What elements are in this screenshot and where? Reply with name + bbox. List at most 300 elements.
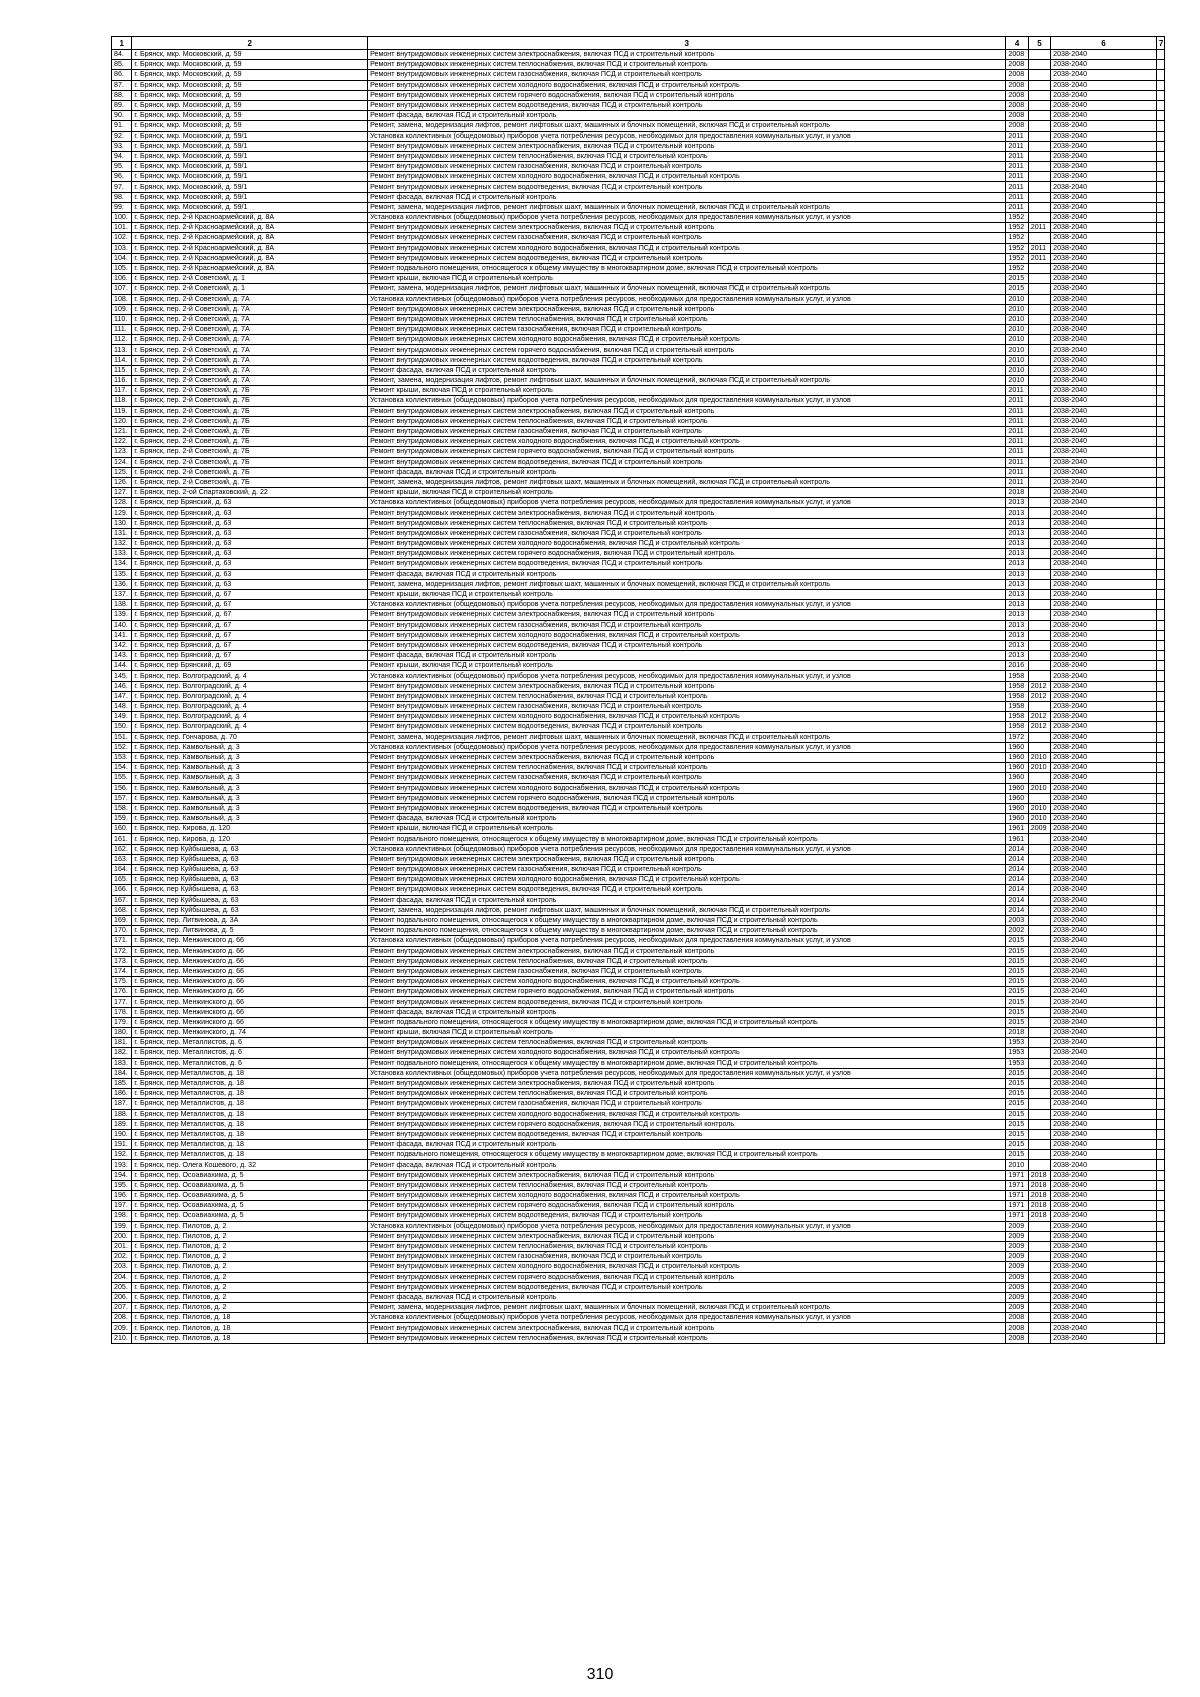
row-number-cell: 128. [112,498,132,508]
row-number-cell: 110. [112,314,132,324]
table-row [112,325,1165,335]
address-cell: г. Брянск, пер Металлистов, д. 18 [132,1099,368,1109]
table-row [112,192,1165,202]
last-repair-year-cell [1028,640,1050,650]
planned-period-cell: 2038-2040 [1051,834,1157,844]
table-row [112,1282,1165,1292]
work-type-cell: Ремонт внутридомовых инженерных систем холодного водоснабжения, включая ПСД и строительный контроль [368,875,1006,885]
work-type-cell: Ремонт внутридомовых инженерных систем газоснабжения, включая ПСД и строительный контроль [368,325,1006,335]
row-number-cell: 179. [112,1017,132,1027]
extra-cell [1156,559,1164,569]
address-cell: г. Брянск, пер Металлистов, д. 18 [132,1078,368,1088]
extra-cell [1156,905,1164,915]
planned-period-cell: 2038-2040 [1051,141,1157,151]
year-built-cell: 2013 [1006,539,1028,549]
row-number-cell: 148. [112,702,132,712]
last-repair-year-cell [1028,732,1050,742]
row-number-cell: 149. [112,712,132,722]
row-number-cell: 117. [112,386,132,396]
year-built-cell: 2015 [1006,966,1028,976]
planned-period-cell: 2038-2040 [1051,1140,1157,1150]
planned-period-cell: 2038-2040 [1051,1099,1157,1109]
extra-cell [1156,1058,1164,1068]
table-row [112,498,1165,508]
planned-period-cell: 2038-2040 [1051,875,1157,885]
extra-cell [1156,620,1164,630]
year-built-cell: 2014 [1006,865,1028,875]
table-row [112,936,1165,946]
row-number-cell: 87. [112,80,132,90]
last-repair-year-cell [1028,1221,1050,1231]
extra-cell [1156,437,1164,447]
work-type-cell: Установка коллективных (общедомовых) приборов учета потребления ресурсов, необходимых для предоставления коммунальных услуг, и узлов [368,1221,1006,1231]
row-number-cell: 84. [112,50,132,60]
planned-period-cell: 2038-2040 [1051,742,1157,752]
table-row [112,172,1165,182]
planned-period-cell: 2038-2040 [1051,956,1157,966]
row-number-cell: 180. [112,1028,132,1038]
table-row [112,426,1165,436]
address-cell: г. Брянск, мкр. Московский, д. 59 [132,50,368,60]
extra-cell [1156,640,1164,650]
extra-cell [1156,895,1164,905]
row-number-cell: 190. [112,1129,132,1139]
work-type-cell: Ремонт внутридомовых инженерных систем горячего водоснабжения, включая ПСД и строительный контроль [368,549,1006,559]
table-row [112,1058,1165,1068]
work-type-cell: Ремонт внутридомовых инженерных систем горячего водоснабжения, включая ПСД и строительный контроль [368,345,1006,355]
year-built-cell: 2013 [1006,549,1028,559]
work-type-cell: Ремонт фасада, включая ПСД и строительный контроль [368,365,1006,375]
row-number-cell: 175. [112,977,132,987]
last-repair-year-cell [1028,895,1050,905]
row-number-cell: 205. [112,1282,132,1292]
row-number-cell: 107. [112,284,132,294]
planned-period-cell: 2038-2040 [1051,1028,1157,1038]
row-number-cell: 210. [112,1333,132,1343]
work-type-cell: Ремонт, замена, модернизация лифтов, ремонт лифтовых шахт, машинных и блочных помещений, включая ПСД и строительный контроль [368,1303,1006,1313]
table-row [112,518,1165,528]
table-row [112,70,1165,80]
planned-period-cell: 2038-2040 [1051,376,1157,386]
address-cell: г. Брянск, пер. Пилотов, д. 18 [132,1323,368,1333]
table-row [112,1038,1165,1048]
year-built-cell: 2008 [1006,100,1028,110]
table-row [112,651,1165,661]
extra-cell [1156,600,1164,610]
work-type-cell: Ремонт внутридомовых инженерных систем холодного водоснабжения, включая ПСД и строительный контроль [368,977,1006,987]
year-built-cell: 2011 [1006,162,1028,172]
work-type-cell: Ремонт подвального помещения, относящегося к общему имуществу в многоквартирном доме, включая ПСД и строительный контроль [368,915,1006,925]
extra-cell [1156,671,1164,681]
table-row [112,1241,1165,1251]
table-row [112,1068,1165,1078]
address-cell: г. Брянск, мкр. Московский, д. 59 [132,60,368,70]
address-cell: г. Брянск, пер. Пилотов, д. 2 [132,1303,368,1313]
address-cell: г. Брянск, мкр. Московский, д. 59/1 [132,192,368,202]
extra-cell [1156,1170,1164,1180]
extra-cell [1156,1160,1164,1170]
planned-period-cell: 2038-2040 [1051,202,1157,212]
header-cell: 4 [1006,37,1028,50]
last-repair-year-cell: 2012 [1028,722,1050,732]
planned-period-cell: 2038-2040 [1051,1058,1157,1068]
table-row [112,1078,1165,1088]
extra-cell [1156,1078,1164,1088]
address-cell: г. Брянск, пер Брянский, д. 67 [132,651,368,661]
extra-cell [1156,274,1164,284]
extra-cell [1156,111,1164,121]
planned-period-cell: 2038-2040 [1051,1109,1157,1119]
table-row [112,722,1165,732]
work-type-cell: Ремонт внутридомовых инженерных систем холодного водоснабжения, включая ПСД и строительный контроль [368,1262,1006,1272]
year-built-cell: 2010 [1006,304,1028,314]
planned-period-cell: 2038-2040 [1051,620,1157,630]
address-cell: г. Брянск, пер Металлистов, д. 18 [132,1119,368,1129]
last-repair-year-cell [1028,956,1050,966]
table-row [112,569,1165,579]
last-repair-year-cell [1028,1140,1050,1150]
extra-cell [1156,946,1164,956]
row-number-cell: 161. [112,834,132,844]
extra-cell [1156,1129,1164,1139]
table-row [112,304,1165,314]
work-type-cell: Ремонт подвального помещения, относящегося к общему имуществу в многоквартирном доме, включая ПСД и строительный контроль [368,926,1006,936]
work-type-cell: Ремонт внутридомовых инженерных систем холодного водоснабжения, включая ПСД и строительный контроль [368,712,1006,722]
work-type-cell: Ремонт внутридомовых инженерных систем холодного водоснабжения, включая ПСД и строительный контроль [368,437,1006,447]
planned-period-cell: 2038-2040 [1051,1252,1157,1262]
row-number-cell: 206. [112,1292,132,1302]
work-type-cell: Ремонт внутридомовых инженерных систем теплоснабжения, включая ПСД и строительный контроль [368,1038,1006,1048]
row-number-cell: 166. [112,885,132,895]
address-cell: г. Брянск, мкр. Московский, д. 59 [132,111,368,121]
address-cell: г. Брянск, пер. 2-й Советский, д. 1 [132,274,368,284]
extra-cell [1156,977,1164,987]
row-number-cell: 176. [112,987,132,997]
year-built-cell: 1952 [1006,223,1028,233]
last-repair-year-cell [1028,610,1050,620]
extra-cell [1156,793,1164,803]
extra-cell [1156,406,1164,416]
table-row [112,539,1165,549]
last-repair-year-cell [1028,905,1050,915]
address-cell: г. Брянск, пер. 2-й Советский, д. 7А [132,325,368,335]
extra-cell [1156,691,1164,701]
row-number-cell: 202. [112,1252,132,1262]
year-built-cell: 2011 [1006,131,1028,141]
last-repair-year-cell: 2011 [1028,243,1050,253]
table-row [112,488,1165,498]
last-repair-year-cell [1028,549,1050,559]
address-cell: г. Брянск, пер. Осоавиахима, д. 5 [132,1191,368,1201]
extra-cell [1156,314,1164,324]
table-row [112,386,1165,396]
address-cell: г. Брянск, пер Брянский, д. 67 [132,589,368,599]
planned-period-cell: 2038-2040 [1051,915,1157,925]
last-repair-year-cell [1028,386,1050,396]
row-number-cell: 155. [112,773,132,783]
year-built-cell: 2013 [1006,630,1028,640]
last-repair-year-cell: 2011 [1028,253,1050,263]
extra-cell [1156,997,1164,1007]
year-built-cell: 1971 [1006,1211,1028,1221]
extra-cell [1156,875,1164,885]
extra-cell [1156,100,1164,110]
address-cell: г. Брянск, пер. Менжинского д. 66 [132,956,368,966]
table-row [112,457,1165,467]
year-built-cell: 2015 [1006,1109,1028,1119]
last-repair-year-cell [1028,355,1050,365]
work-type-cell: Ремонт внутридомовых инженерных систем газоснабжения, включая ПСД и строительный контроль [368,1252,1006,1262]
work-type-cell: Ремонт фасада, включая ПСД и строительный контроль [368,1140,1006,1150]
table-row [112,712,1165,722]
header-cell: 5 [1028,37,1050,50]
planned-period-cell: 2038-2040 [1051,192,1157,202]
year-built-cell: 2015 [1006,997,1028,1007]
extra-cell [1156,1150,1164,1160]
extra-cell [1156,213,1164,223]
work-type-cell: Ремонт крыши, включая ПСД и строительный контроль [368,661,1006,671]
table-row [112,742,1165,752]
last-repair-year-cell [1028,1231,1050,1241]
address-cell: г. Брянск, пер Куйбышева, д. 63 [132,895,368,905]
year-built-cell: 2008 [1006,70,1028,80]
row-number-cell: 201. [112,1241,132,1251]
year-built-cell: 2011 [1006,192,1028,202]
work-type-cell: Ремонт внутридомовых инженерных систем газоснабжения, включая ПСД и строительный контроль [368,865,1006,875]
last-repair-year-cell [1028,151,1050,161]
last-repair-year-cell [1028,773,1050,783]
address-cell: г. Брянск, пер Брянский, д. 67 [132,630,368,640]
address-cell: г. Брянск, пер. Волгоградский, д. 4 [132,712,368,722]
table-row [112,182,1165,192]
work-type-cell: Ремонт внутридомовых инженерных систем электроснабжения, включая ПСД и строительный контроль [368,141,1006,151]
planned-period-cell: 2038-2040 [1051,691,1157,701]
address-cell: г. Брянск, пер Брянский, д. 63 [132,569,368,579]
extra-cell [1156,426,1164,436]
year-built-cell: 2011 [1006,447,1028,457]
work-type-cell: Ремонт внутридомовых инженерных систем холодного водоснабжения, включая ПСД и строительный контроль [368,539,1006,549]
table-row [112,1211,1165,1221]
year-built-cell: 1971 [1006,1201,1028,1211]
work-type-cell: Ремонт внутридомовых инженерных систем газоснабжения, включая ПСД и строительный контроль [368,773,1006,783]
extra-cell [1156,579,1164,589]
extra-cell [1156,1282,1164,1292]
year-built-cell: 2008 [1006,121,1028,131]
address-cell: г. Брянск, пер. Олега Кошевого, д. 32 [132,1160,368,1170]
work-type-cell: Ремонт крыши, включая ПСД и строительный контроль [368,824,1006,834]
last-repair-year-cell [1028,345,1050,355]
work-type-cell: Ремонт крыши, включая ПСД и строительный контроль [368,589,1006,599]
last-repair-year-cell [1028,630,1050,640]
planned-period-cell: 2038-2040 [1051,396,1157,406]
work-type-cell: Ремонт внутридомовых инженерных систем горячего водоснабжения, включая ПСД и строительный контроль [368,1201,1006,1211]
row-number-cell: 89. [112,100,132,110]
planned-period-cell: 2038-2040 [1051,121,1157,131]
address-cell: г. Брянск, пер. Камвольный, д. 3 [132,793,368,803]
work-type-cell: Ремонт внутридомовых инженерных систем холодного водоснабжения, включая ПСД и строительный контроль [368,1048,1006,1058]
address-cell: г. Брянск, пер Металлистов, д. 18 [132,1129,368,1139]
last-repair-year-cell [1028,865,1050,875]
row-number-cell: 147. [112,691,132,701]
planned-period-cell: 2038-2040 [1051,426,1157,436]
address-cell: г. Брянск, пер Брянский, д. 67 [132,640,368,650]
year-built-cell: 2011 [1006,457,1028,467]
last-repair-year-cell [1028,620,1050,630]
address-cell: г. Брянск, пер. Пилотов, д. 2 [132,1252,368,1262]
extra-cell [1156,355,1164,365]
table-row [112,202,1165,212]
table-row [112,1221,1165,1231]
row-number-cell: 173. [112,956,132,966]
extra-cell [1156,569,1164,579]
planned-period-cell: 2038-2040 [1051,1191,1157,1201]
extra-cell [1156,549,1164,559]
table-row [112,416,1165,426]
year-built-cell: 2010 [1006,294,1028,304]
row-number-cell: 92. [112,131,132,141]
year-built-cell: 2015 [1006,1089,1028,1099]
address-cell: г. Брянск, мкр. Московский, д. 59 [132,100,368,110]
table-row [112,294,1165,304]
work-type-cell: Ремонт внутридомовых инженерных систем электроснабжения, включая ПСД и строительный контроль [368,610,1006,620]
work-type-cell: Установка коллективных (общедомовых) приборов учета потребления ресурсов, необходимых для предоставления коммунальных услуг, и узлов [368,498,1006,508]
address-cell: г. Брянск, пер. 2-й Красноармейский, д. 8А [132,233,368,243]
planned-period-cell: 2038-2040 [1051,1089,1157,1099]
planned-period-cell: 2038-2040 [1051,284,1157,294]
work-type-cell: Ремонт подвального помещения, относящегося к общему имуществу в многоквартирном доме, включая ПСД и строительный контроль [368,834,1006,844]
year-built-cell: 2013 [1006,528,1028,538]
address-cell: г. Брянск, мкр. Московский, д. 59/1 [132,151,368,161]
address-cell: г. Брянск, пер. 2-й Советский, д. 7А [132,335,368,345]
table-row [112,1272,1165,1282]
year-built-cell: 2010 [1006,314,1028,324]
year-built-cell: 1958 [1006,702,1028,712]
address-cell: г. Брянск, пер Металлистов, д. 18 [132,1068,368,1078]
work-type-cell: Ремонт, замена, модернизация лифтов, ремонт лифтовых шахт, машинных и блочных помещений, включая ПСД и строительный контроль [368,732,1006,742]
row-number-cell: 116. [112,376,132,386]
last-repair-year-cell [1028,498,1050,508]
last-repair-year-cell [1028,50,1050,60]
year-built-cell: 2014 [1006,895,1028,905]
extra-cell [1156,1180,1164,1190]
row-number-cell: 119. [112,406,132,416]
extra-cell [1156,834,1164,844]
table-row [112,793,1165,803]
planned-period-cell: 2038-2040 [1051,661,1157,671]
year-built-cell: 2015 [1006,956,1028,966]
last-repair-year-cell [1028,600,1050,610]
year-built-cell: 2013 [1006,651,1028,661]
year-built-cell: 1958 [1006,671,1028,681]
table-body [112,37,1165,1344]
row-number-cell: 189. [112,1119,132,1129]
table-row [112,1201,1165,1211]
work-type-cell: Ремонт фасада, включая ПСД и строительный контроль [368,1160,1006,1170]
planned-period-cell: 2038-2040 [1051,151,1157,161]
work-type-cell: Установка коллективных (общедомовых) приборов учета потребления ресурсов, необходимых для предоставления коммунальных услуг, и узлов [368,1313,1006,1323]
year-built-cell: 2009 [1006,1252,1028,1262]
extra-cell [1156,80,1164,90]
last-repair-year-cell [1028,1038,1050,1048]
planned-period-cell: 2038-2040 [1051,966,1157,976]
planned-period-cell: 2038-2040 [1051,80,1157,90]
year-built-cell: 2009 [1006,1241,1028,1251]
row-number-cell: 188. [112,1109,132,1119]
planned-period-cell: 2038-2040 [1051,528,1157,538]
extra-cell [1156,1099,1164,1109]
work-type-cell: Ремонт внутридомовых инженерных систем теплоснабжения, включая ПСД и строительный контроль [368,518,1006,528]
row-number-cell: 111. [112,325,132,335]
extra-cell [1156,1048,1164,1058]
row-number-cell: 203. [112,1262,132,1272]
row-number-cell: 196. [112,1191,132,1201]
work-type-cell: Ремонт фасада, включая ПСД и строительный контроль [368,111,1006,121]
year-built-cell: 1958 [1006,712,1028,722]
address-cell: г. Брянск, пер Брянский, д. 67 [132,620,368,630]
row-number-cell: 181. [112,1038,132,1048]
work-type-cell: Ремонт фасада, включая ПСД и строительный контроль [368,651,1006,661]
planned-period-cell: 2038-2040 [1051,90,1157,100]
table-row [112,447,1165,457]
work-type-cell: Ремонт подвального помещения, относящегося к общему имуществу в многоквартирном доме, включая ПСД и строительный контроль [368,1150,1006,1160]
work-type-cell: Ремонт внутридомовых инженерных систем газоснабжения, включая ПСД и строительный контроль [368,620,1006,630]
year-built-cell: 1958 [1006,681,1028,691]
row-number-cell: 171. [112,936,132,946]
work-type-cell: Ремонт фасада, включая ПСД и строительный контроль [368,569,1006,579]
year-built-cell: 2008 [1006,90,1028,100]
row-number-cell: 125. [112,467,132,477]
planned-period-cell: 2038-2040 [1051,355,1157,365]
table-row [112,314,1165,324]
year-built-cell: 2008 [1006,60,1028,70]
row-number-cell: 200. [112,1231,132,1241]
row-number-cell: 134. [112,559,132,569]
work-type-cell: Ремонт внутридомовых инженерных систем теплоснабжения, включая ПСД и строительный контроль [368,1333,1006,1343]
extra-cell [1156,60,1164,70]
work-type-cell: Ремонт внутридомовых инженерных систем водоотведения, включая ПСД и строительный контроль [368,1129,1006,1139]
year-built-cell: 2013 [1006,508,1028,518]
row-number-cell: 177. [112,997,132,1007]
last-repair-year-cell [1028,294,1050,304]
address-cell: г. Брянск, пер. Кирова, д. 120 [132,834,368,844]
table-row [112,620,1165,630]
row-number-cell: 152. [112,742,132,752]
work-type-cell: Ремонт внутридомовых инженерных систем теплоснабжения, включая ПСД и строительный контроль [368,416,1006,426]
last-repair-year-cell [1028,426,1050,436]
work-type-cell: Установка коллективных (общедомовых) приборов учета потребления ресурсов, необходимых для предоставления коммунальных услуг, и узлов [368,1068,1006,1078]
address-cell: г. Брянск, пер. Пилотов, д. 2 [132,1262,368,1272]
extra-cell [1156,477,1164,487]
planned-period-cell: 2038-2040 [1051,722,1157,732]
row-number-cell: 93. [112,141,132,151]
year-built-cell: 2015 [1006,1078,1028,1088]
year-built-cell: 2010 [1006,1160,1028,1170]
work-type-cell: Ремонт, замена, модернизация лифтов, ремонт лифтовых шахт, машинных и блочных помещений, включая ПСД и строительный контроль [368,579,1006,589]
planned-period-cell: 2038-2040 [1051,681,1157,691]
table-row [112,131,1165,141]
address-cell: г. Брянск, пер Куйбышева, д. 63 [132,875,368,885]
address-cell: г. Брянск, пер. 2-ой Спартаковский, д. 22 [132,488,368,498]
address-cell: г. Брянск, пер. 2-й Красноармейский, д. 8А [132,223,368,233]
work-type-cell: Ремонт внутридомовых инженерных систем газоснабжения, включая ПСД и строительный контроль [368,702,1006,712]
extra-cell [1156,131,1164,141]
row-number-cell: 158. [112,803,132,813]
table-row [112,926,1165,936]
last-repair-year-cell [1028,1129,1050,1139]
extra-cell [1156,467,1164,477]
planned-period-cell: 2038-2040 [1051,651,1157,661]
address-cell: г. Брянск, мкр. Московский, д. 59 [132,70,368,80]
